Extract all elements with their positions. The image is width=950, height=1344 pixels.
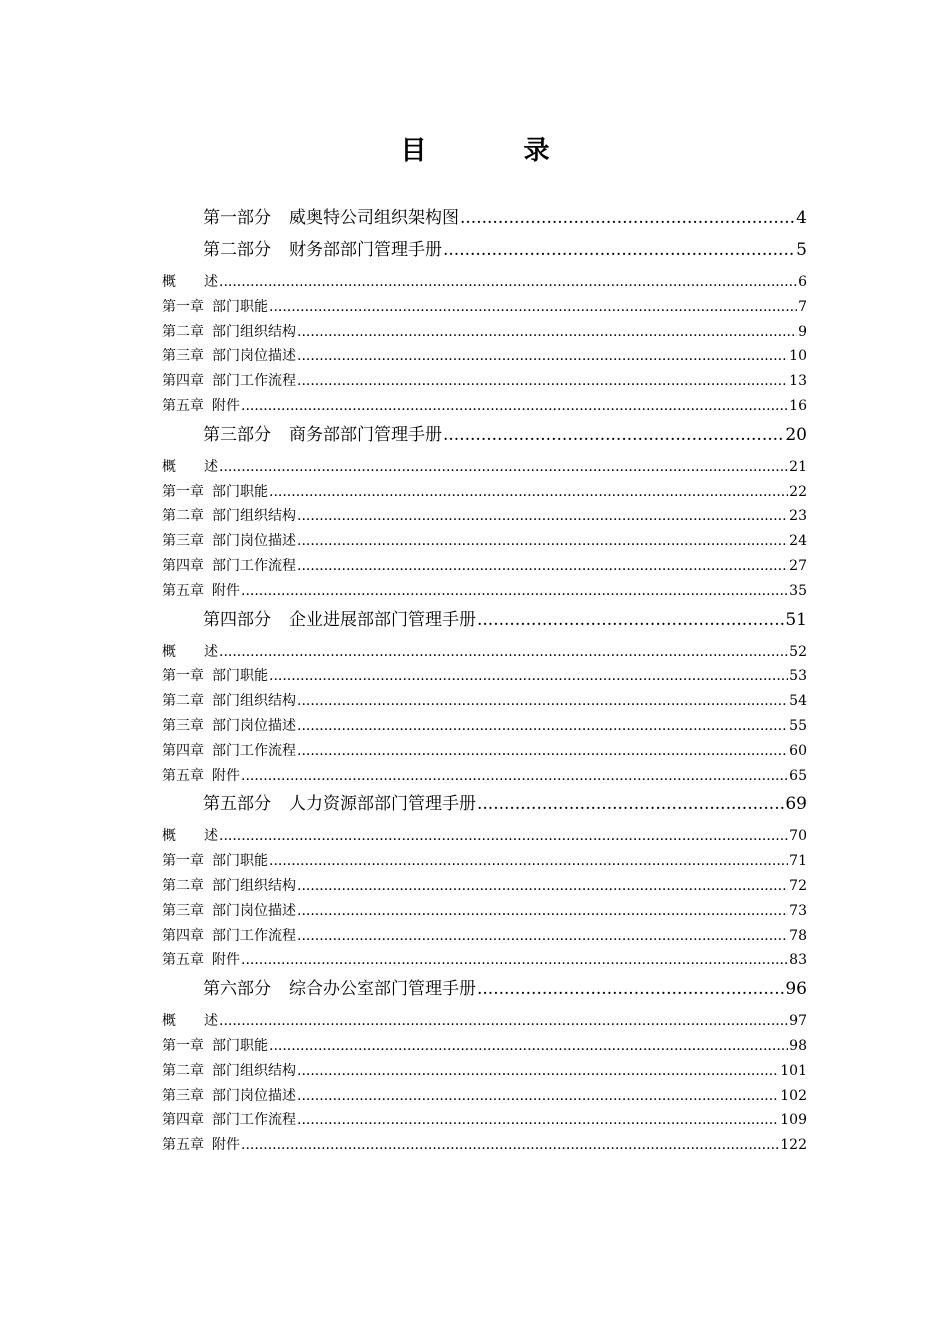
toc-chapter-entry[interactable]: [162, 1133, 807, 1158]
toc-chapter-label: [162, 320, 296, 345]
toc-page-number: 9: [798, 323, 807, 340]
toc-chapter-entry[interactable]: [162, 295, 807, 320]
dot-leader: [269, 295, 797, 320]
toc-overview-entry[interactable]: [162, 270, 807, 295]
toc-chapter-label: [162, 1059, 296, 1084]
section-spacer: [162, 1158, 807, 1162]
toc-part-number: 第二部分: [203, 240, 271, 260]
toc-part-title: 综合办公室部门管理手册: [289, 979, 476, 1000]
toc-chapter-entry[interactable]: [162, 554, 807, 579]
toc-chapter-number: 第一章: [162, 483, 204, 500]
toc-page-number: 102: [780, 1087, 807, 1104]
toc-chapter-entry[interactable]: [162, 924, 807, 949]
toc-chapter-label: [162, 1133, 240, 1158]
toc-chapter-label: [162, 270, 218, 295]
toc-part-title: 企业进展部部门管理手册: [289, 609, 476, 630]
toc-part-entry[interactable]: [162, 792, 807, 817]
toc-chapter-entry[interactable]: [162, 1059, 807, 1084]
toc-chapter-entry[interactable]: [162, 504, 807, 529]
toc-chapter-entry[interactable]: [162, 369, 807, 394]
dot-leader: [443, 423, 784, 448]
toc-chapter-title: 部门岗位描述: [212, 348, 296, 365]
toc-chapter-entry[interactable]: [162, 344, 807, 369]
toc-part-title: 财务部部门管理手册: [289, 240, 442, 260]
toc-chapter-number: 第一章: [162, 298, 204, 315]
toc-page-number: 122: [780, 1137, 807, 1154]
toc-chapter-label: [162, 739, 296, 764]
toc-part-number: 第五部分: [203, 794, 271, 815]
toc-chapter-title: 部门工作流程: [212, 557, 296, 574]
toc-page-number: 10: [789, 348, 807, 365]
toc-overview-entry[interactable]: [162, 824, 807, 849]
toc-overview-entry[interactable]: [162, 640, 807, 665]
toc-part-number: 第三部分: [203, 424, 271, 445]
toc-part-title: 威奥特公司组织架构图: [289, 208, 459, 228]
toc-part-label: [203, 977, 476, 1002]
toc-chapter-title: 述: [204, 274, 218, 290]
toc-page-number: 96: [785, 979, 807, 1000]
toc-chapter-label: [162, 344, 296, 369]
toc-page-number: 51: [785, 609, 807, 630]
toc-chapter-entry[interactable]: [162, 1084, 807, 1109]
toc-chapter-title: 部门职能: [212, 853, 268, 870]
toc-chapter-number: 第四章: [162, 557, 204, 574]
toc-chapter-number: 第一章: [162, 1037, 204, 1054]
toc-chapter-entry[interactable]: [162, 1034, 807, 1059]
toc-chapter-label: [162, 1084, 296, 1109]
dot-leader: [219, 640, 788, 665]
toc-page-number: 69: [785, 794, 807, 815]
toc-chapter-title: 述: [204, 828, 218, 845]
toc-chapter-label: [162, 874, 296, 899]
dot-leader: [219, 270, 797, 295]
toc-chapter-number: 第四章: [162, 927, 204, 944]
toc-chapter-label: [162, 394, 240, 419]
toc-chapter-title: 部门工作流程: [212, 742, 296, 759]
table-of-contents: [162, 206, 807, 1162]
toc-chapter-title: 附件: [212, 397, 240, 414]
toc-page-number: 60: [789, 742, 807, 759]
toc-chapter-title: 述: [204, 1013, 218, 1030]
dot-leader: [477, 608, 784, 633]
toc-part-label: [203, 792, 476, 817]
toc-page-number: 21: [789, 458, 807, 475]
toc-chapter-number: 概: [162, 274, 176, 290]
dot-leader: [297, 554, 788, 579]
toc-page-number: 13: [789, 373, 807, 390]
toc-chapter-label: [162, 714, 296, 739]
toc-chapter-number: 第五章: [162, 1137, 204, 1154]
toc-page-number: 52: [789, 643, 807, 660]
toc-chapter-label: [162, 369, 296, 394]
dot-leader: [297, 504, 788, 529]
dot-leader: [241, 1133, 779, 1158]
toc-chapter-number: 第二章: [162, 877, 204, 894]
toc-page-number: 16: [789, 397, 807, 414]
toc-part-number: 第一部分: [203, 208, 271, 228]
toc-page-number: 97: [789, 1013, 807, 1030]
dot-leader: [269, 480, 788, 505]
toc-chapter-number: 第二章: [162, 508, 204, 525]
toc-chapter-number: 第三章: [162, 902, 204, 919]
toc-page-number: 78: [789, 927, 807, 944]
toc-chapter-label: [162, 579, 240, 604]
dot-leader: [297, 529, 788, 554]
dot-leader: [219, 455, 788, 480]
toc-chapter-title: 部门组织结构: [212, 323, 296, 340]
toc-chapter-number: 概: [162, 458, 176, 475]
toc-chapter-title: 附件: [212, 767, 240, 784]
toc-page-number: 55: [789, 717, 807, 734]
dot-leader: [460, 206, 795, 231]
toc-chapter-number: 第四章: [162, 1112, 204, 1129]
toc-page-number: 22: [789, 483, 807, 500]
toc-chapter-entry[interactable]: [162, 480, 807, 505]
toc-page-number: 65: [789, 767, 807, 784]
toc-chapter-entry[interactable]: [162, 664, 807, 689]
toc-chapter-title: 附件: [212, 1137, 240, 1154]
toc-part-label: [203, 238, 442, 263]
toc-chapter-title: 述: [204, 643, 218, 660]
dot-leader: [297, 689, 788, 714]
toc-page-number: 71: [789, 853, 807, 870]
toc-chapter-entry[interactable]: [162, 529, 807, 554]
toc-part-title: 商务部部门管理手册: [289, 424, 442, 445]
toc-chapter-entry[interactable]: [162, 714, 807, 739]
dot-leader: [241, 394, 788, 419]
toc-chapter-entry[interactable]: [162, 394, 807, 419]
toc-chapter-number: 第二章: [162, 1062, 204, 1079]
dot-leader: [297, 1059, 779, 1084]
toc-chapter-entry[interactable]: [162, 689, 807, 714]
toc-part-label: [203, 206, 459, 231]
toc-chapter-number: 第五章: [162, 767, 204, 784]
dot-leader: [269, 849, 788, 874]
dot-leader: [241, 764, 788, 789]
toc-chapter-label: [162, 689, 296, 714]
toc-chapter-label: [162, 1034, 268, 1059]
toc-chapter-label: [162, 824, 218, 849]
dot-leader: [477, 977, 784, 1002]
toc-chapter-label: [162, 480, 268, 505]
toc-overview-entry[interactable]: [162, 455, 807, 480]
toc-part-entry[interactable]: [162, 608, 807, 633]
toc-chapter-entry[interactable]: [162, 764, 807, 789]
toc-page-number: 27: [789, 557, 807, 574]
toc-chapter-title: 部门工作流程: [212, 373, 296, 390]
toc-chapter-label: [162, 899, 296, 924]
toc-chapter-title: 部门工作流程: [212, 927, 296, 944]
dot-leader: [297, 1084, 779, 1109]
toc-part-entry[interactable]: [162, 977, 807, 1002]
toc-chapter-title: 部门组织结构: [212, 508, 296, 525]
toc-chapter-number: 第一章: [162, 668, 204, 685]
toc-page-number: 5: [796, 240, 807, 260]
toc-chapter-number: 第三章: [162, 717, 204, 734]
toc-part-entry[interactable]: [162, 206, 807, 231]
page-title: 目 录: [400, 136, 594, 166]
dot-leader: [297, 369, 788, 394]
toc-chapter-title: 部门工作流程: [212, 1112, 296, 1129]
toc-chapter-label: [162, 554, 296, 579]
toc-part-entry[interactable]: [162, 238, 807, 263]
toc-part-number: 第四部分: [203, 609, 271, 630]
toc-chapter-label: [162, 764, 240, 789]
dot-leader: [219, 1009, 788, 1034]
toc-chapter-entry[interactable]: [162, 320, 807, 345]
toc-page-number: 109: [780, 1112, 807, 1129]
toc-chapter-title: 部门职能: [212, 1037, 268, 1054]
toc-chapter-number: 第五章: [162, 397, 204, 414]
toc-chapter-title: 部门组织结构: [212, 693, 296, 710]
toc-chapter-number: 第四章: [162, 742, 204, 759]
toc-page-number: 83: [789, 952, 807, 969]
toc-chapter-title: 部门组织结构: [212, 877, 296, 894]
toc-chapter-entry[interactable]: [162, 1108, 807, 1133]
dot-leader: [443, 238, 795, 263]
dot-leader: [297, 714, 788, 739]
toc-chapter-number: 概: [162, 1013, 176, 1030]
toc-chapter-number: 概: [162, 643, 176, 660]
toc-overview-entry[interactable]: [162, 1009, 807, 1034]
toc-chapter-title: 附件: [212, 952, 240, 969]
toc-chapter-title: 述: [204, 458, 218, 475]
toc-chapter-number: 第三章: [162, 1087, 204, 1104]
toc-chapter-number: 第五章: [162, 952, 204, 969]
dot-leader: [297, 1108, 779, 1133]
dot-leader: [297, 924, 788, 949]
toc-chapter-label: [162, 529, 296, 554]
toc-chapter-title: 部门岗位描述: [212, 1087, 296, 1104]
toc-chapter-number: 概: [162, 828, 176, 845]
toc-page-number: 54: [789, 693, 807, 710]
toc-chapter-label: [162, 1009, 218, 1034]
dot-leader: [477, 792, 784, 817]
toc-chapter-title: 部门组织结构: [212, 1062, 296, 1079]
toc-chapter-number: 第三章: [162, 533, 204, 550]
toc-chapter-label: [162, 924, 296, 949]
toc-chapter-label: [162, 1108, 296, 1133]
toc-page-number: 98: [789, 1037, 807, 1054]
dot-leader: [269, 1034, 788, 1059]
toc-chapter-title: 部门岗位描述: [212, 902, 296, 919]
toc-page-number: 4: [796, 208, 807, 228]
dot-leader: [297, 739, 788, 764]
toc-chapter-title: 部门职能: [212, 483, 268, 500]
dot-leader: [297, 899, 788, 924]
toc-chapter-number: 第二章: [162, 323, 204, 340]
dot-leader: [269, 664, 788, 689]
toc-page-number: 70: [789, 828, 807, 845]
toc-chapter-label: [162, 849, 268, 874]
toc-chapter-title: 部门岗位描述: [212, 533, 296, 550]
toc-page-number: 20: [785, 424, 807, 445]
toc-chapter-label: [162, 640, 218, 665]
toc-chapter-title: 部门岗位描述: [212, 717, 296, 734]
toc-page-number: 35: [789, 582, 807, 599]
toc-chapter-entry[interactable]: [162, 948, 807, 973]
toc-chapter-entry[interactable]: [162, 739, 807, 764]
toc-chapter-title: 部门职能: [212, 668, 268, 685]
toc-chapter-number: 第一章: [162, 853, 204, 870]
toc-chapter-number: 第二章: [162, 693, 204, 710]
toc-chapter-entry[interactable]: [162, 849, 807, 874]
toc-page-number: 101: [780, 1062, 807, 1079]
toc-page-number: 73: [789, 902, 807, 919]
toc-chapter-title: 附件: [212, 582, 240, 599]
toc-page-number: 6: [798, 274, 807, 290]
dot-leader: [219, 824, 788, 849]
toc-chapter-label: [162, 664, 268, 689]
toc-chapter-entry[interactable]: [162, 874, 807, 899]
toc-chapter-entry[interactable]: [162, 899, 807, 924]
toc-part-label: [203, 423, 442, 448]
toc-page-number: 24: [789, 533, 807, 550]
toc-chapter-number: 第四章: [162, 373, 204, 390]
toc-part-number: 第六部分: [203, 979, 271, 1000]
toc-chapter-label: [162, 455, 218, 480]
dot-leader: [297, 344, 788, 369]
toc-part-entry[interactable]: [162, 423, 807, 448]
toc-chapter-label: [162, 504, 296, 529]
toc-chapter-label: [162, 948, 240, 973]
toc-part-label: [203, 608, 476, 633]
toc-page-number: 23: [789, 508, 807, 525]
toc-page-number: 7: [798, 298, 807, 315]
dot-leader: [297, 874, 788, 899]
toc-chapter-label: [162, 295, 268, 320]
toc-chapter-entry[interactable]: [162, 579, 807, 604]
toc-chapter-number: 第五章: [162, 582, 204, 599]
toc-chapter-number: 第三章: [162, 348, 204, 365]
dot-leader: [241, 948, 788, 973]
toc-part-title: 人力资源部部门管理手册: [289, 794, 476, 815]
toc-page-number: 53: [789, 668, 807, 685]
dot-leader: [297, 320, 797, 345]
dot-leader: [241, 579, 788, 604]
toc-page-number: 72: [789, 877, 807, 894]
toc-chapter-title: 部门职能: [212, 298, 268, 315]
